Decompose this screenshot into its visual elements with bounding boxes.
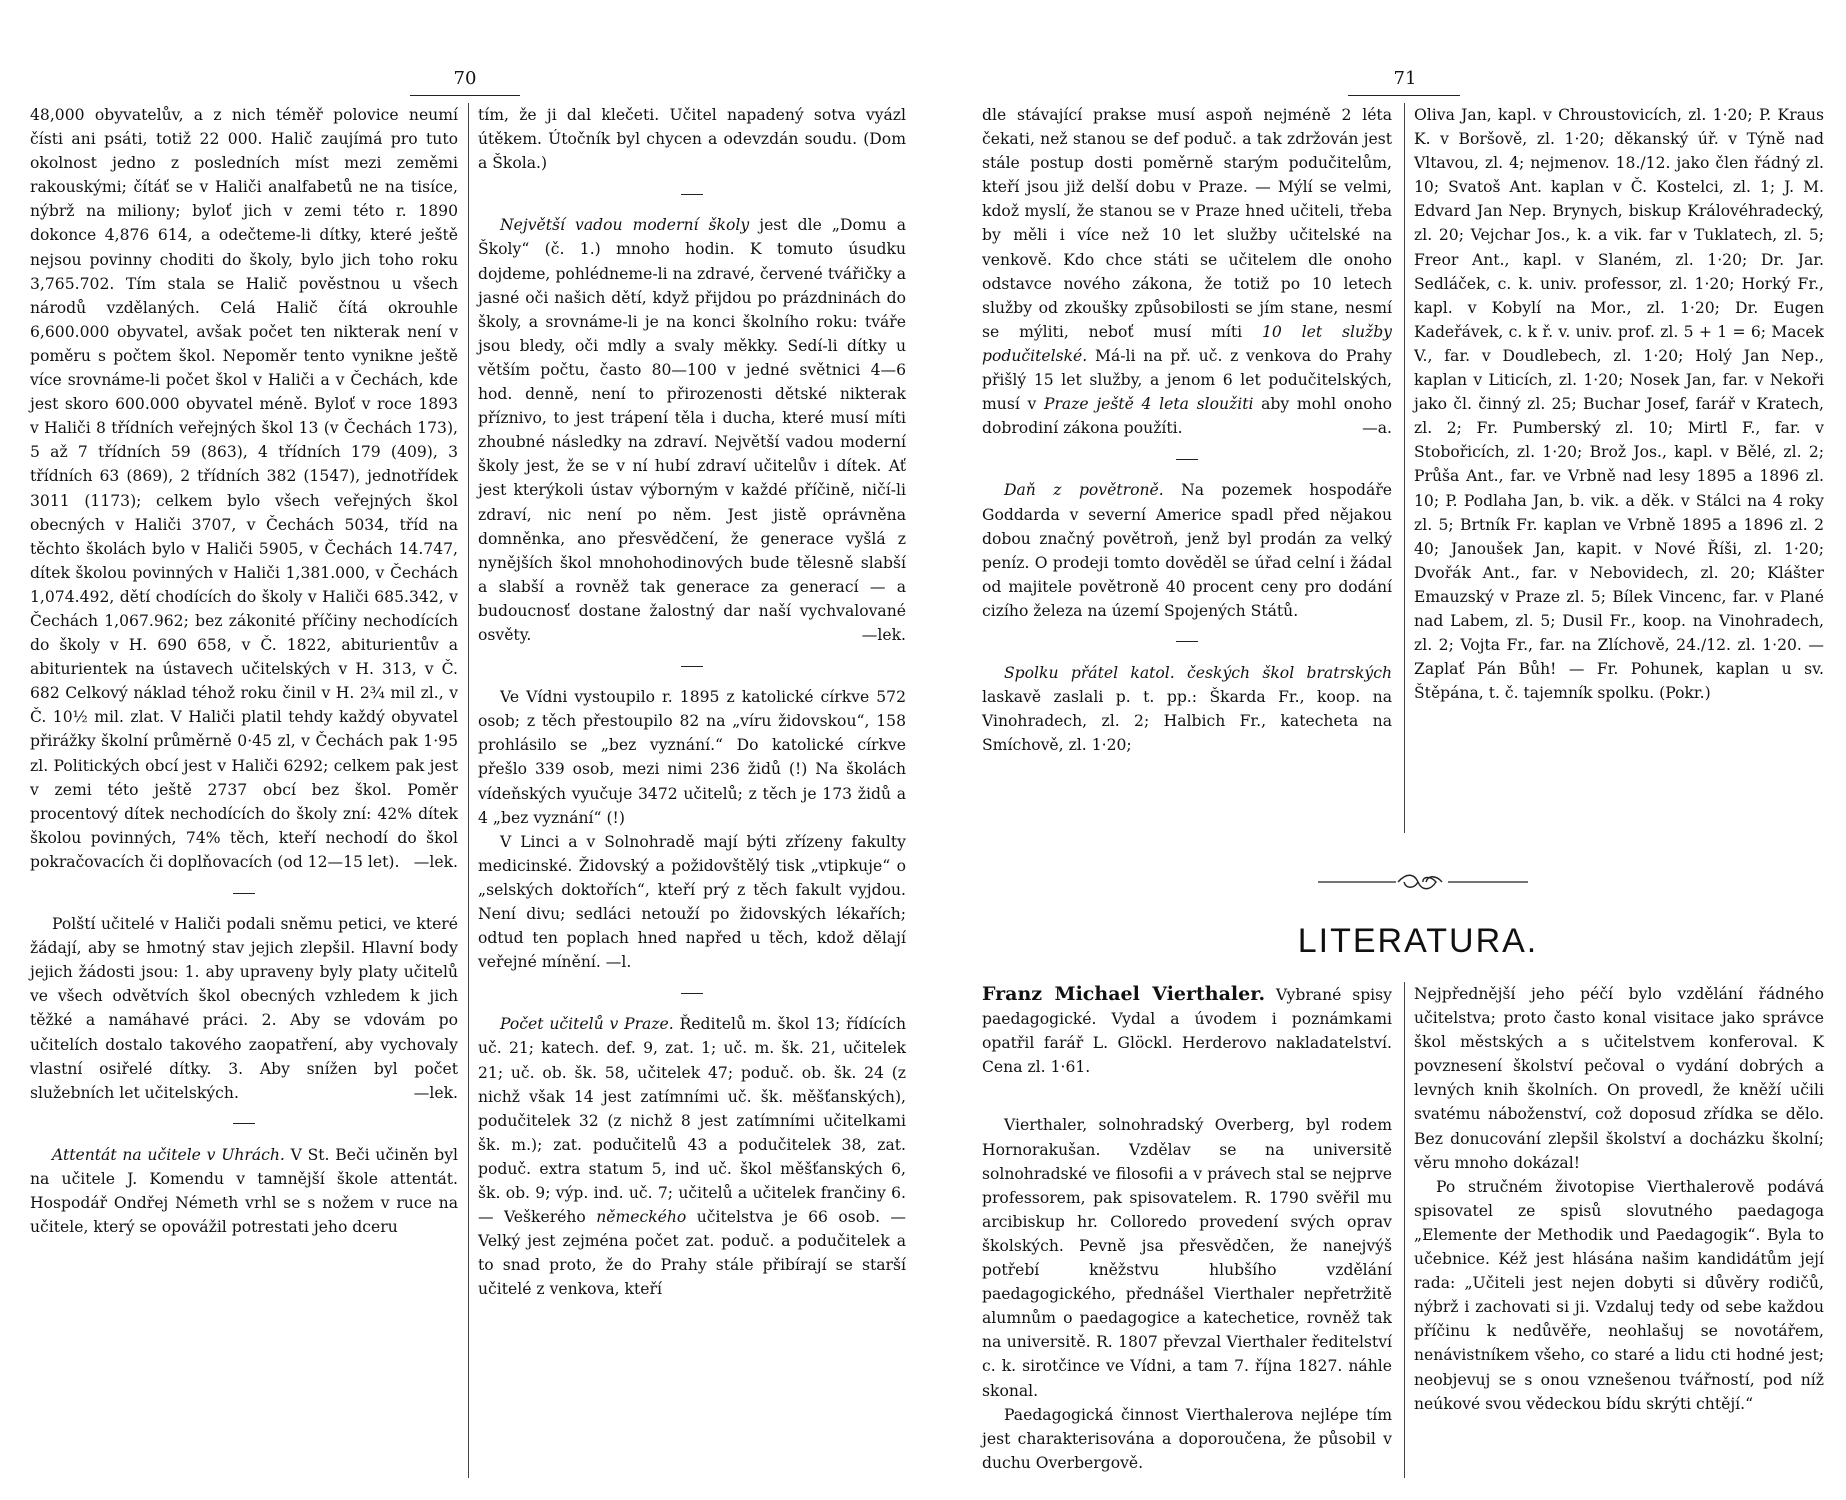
paragraph: Attentát na učitele v Uhrách. V St. Beči učiněn byl na učitele J. Komendu v tamnější škole attentát. Hospodář Ondřej Németh vrhl se s nožem v ruce na učitele, který se opovážil potrestati jeho dceru: [30, 1145, 458, 1237]
paragraph: Nejpřednější jeho péčí bylo vzdělání řádného učitelstva; proto často konal visitace jako správce škol městských a s učitelstvem konferoval. K povznesení školství pečoval o vydání dobrých a levných knih školních. On provedl, že kněží učili svatému náboženství, což doposud zřídka se dělo. Bez donucování zlepšil školství a docházku školní; věru mnoho dokázal!: [1414, 985, 1824, 1172]
separator: [982, 629, 1392, 653]
page-number-left: 70: [453, 68, 477, 89]
separator: [30, 880, 458, 904]
paragraph: Franz Michael Vierthaler. Vybrané spisy paedagogické. Vydal a úvodem i poznámkami opatřil farář L. Glöckl. Herderovo nakladatelství. Cena zl. 1·61.: [982, 983, 1392, 1077]
left-column-2: [478, 103, 906, 1302]
paragraph: Vierthaler, solnohradský Overberg, byl rodem Hornorakušan. Vzdělav se na universitě solnohradské ve filosofii a v právech stal se nejprve professorem, pak spisovatelem. R. 1790 svěřil mu arcibiskup hr. Colloredo provedení svých oprav školských. Pevně jsa přesvědčen, že nanejvýš potřebí kněžstvu hlubšího vzdělání paedagogického, přednášel Vierthaler nepřetržitě alumnům o paedagogice a katechetice, rovněž tak na universitě. R. 1807 převzal Vierthaler ředitelství c. k. sirotčince ve Vídni, a tam 7. října 1827. náhle skonal.: [982, 1116, 1392, 1400]
literature-column-1: [982, 982, 1392, 1475]
ornament-divider: [1318, 869, 1528, 895]
paragraph: Polští učitelé v Haliči podali sněmu petici, ve které žádají, aby se hmotný stav jejich zlepšil. Hlavní body jejich žádosti jsou: 1. aby upraveny byly platy učitelů ve všech odvětvích škol obecných vzhledem k jich těžké a namáhavé práci. 2. Aby se vdovám po učitelích dostalo takového zaopatření, aby vychovaly vlastní osiřelé dítky. 3. Aby snížen byl počet služebních let učitelských. —lek.: [30, 915, 458, 1102]
paragraph: dle stávající prakse musí aspoň nejméně 2 léta čekati, než stanou se def poduč. a tak zdržován jest stále postup dosti poměrně starým podučitelům, kteří jsou již delší dobu v Praze. — Mýlí se velmi, kdož myslí, že stanou se v Praze hned učiteli, třeba by měli i více než 10 let služby učitelské na venkově. Kdo chce státi se učitelem dle onoho odstavce nového zákona, že totiž po 10 letech služby od zkoušky způsobilosti se jím stane, nesmí se mýliti, neboť musí míti 10 let služby podučitelské. Má-li na př. uč. z venkova do Prahy přišlý 15 let služby, a jenom 6 let podučitelských, musí v Praze ještě 4 leta sloužiti aby mohl onoho dobrodiní zákona použíti. —a.: [982, 106, 1393, 438]
separator: [982, 446, 1392, 470]
paragraph: Paedagogická činnost Vierthalerova nejlépe tím jest charakterisována a doporoučena, že působil v duchu Overbergově.: [982, 1405, 1392, 1472]
page-number-right: 71: [1393, 68, 1417, 89]
column-divider-right-top: [1404, 103, 1405, 833]
column-divider-left: [468, 103, 469, 1478]
right-column-2: [1414, 103, 1824, 705]
separator: [478, 653, 906, 677]
literature-column-2: [1414, 982, 1824, 1416]
paragraph: 48,000 obyvatelův, a z nich téměř polovice neumí čísti ani psáti, totiž 22 000. Halič zaujímá pro tuto okolnost jedno z posledních míst mezi zeměmi rakouskými; čítáť se v Haliči analfabetů ne na tisíce, nýbrž na miliony; byloť jich v zemi této r. 1890 dokonce 4,876 614, a odečteme-li dítky, které ještě nejsou povinny choditi do školy, bylo jich toho roku 3,765.702. Tím stala se Halič pověstnou u všech národů vzdělaných. Celá Halič čítá okrouhle 6,600.000 obyvatel, avšak počet ten nikterak není v poměru s počtem škol. Nepoměr tento vynikne ještě více srovnáme-li počet škol v Haliči a v Čechách, kde jest skoro 600.000 obyvatel méně. Byloť v roce 1893 v Haliči 8 třídních veřejných škol 13 (v Čechách 173), 5 až 7 třídních 59 (863), 4 třídních 179 (409), 3 třídních 63 (869), 2 třídních 382 (1547), jednotřídek 3011 (1173); celkem bylo všech veřejných škol obecných v Haliči 3707, v Čechách 5034, tříd na těchto školách bylo v Haliči 5905, v Čechách 14.747, dítek školou povinných v Haliči 1,381.000, v Čechách 1,074.492, dětí chodících do školy v Haliči 685.342, v Čechách 1,067.962; bez zákonité příčiny nechodících do školy v H. 690 658, v Č. 1822, abiturientův a abiturientek na ústavech učitelských v H. 313, v Č. 682 Celkový náklad téhož roku činil v H. 2¾ mil zl., v Č. 10½ mil. zlat. V Haliči platil tehdy každý obyvatel přirážky školní průměrně 0·45 zl, v Čechách pak 1·95 zl. Politických obcí jest v Haliči 6292; celkem pak jest v zemi této ještě 2737 obcí bez škol. Poměr procentový dítek nechodících do školy zní: 42% dítek školou povinných, 74% těch, kteří nechodí do škol pokračovacích či doplňovacích (od 12—15 let). —lek.: [30, 106, 458, 871]
paragraph: Spolku přátel katol. českých škol bratrských laskavě zaslali p. t. pp.: Škarda Fr., koop. na Vinohradech, zl. 2; Halbich Fr., katecheta na Smíchově, zl. 1·20;: [982, 664, 1392, 755]
separator: [478, 980, 906, 1004]
right-column-1: [982, 103, 1392, 757]
paragraph: Největší vadou moderní školy jest dle „Domu a Školy“ (č. 1.) mnoho hodin. K tomuto úsudku dojdeme, pohlédneme-li na zdravé, červené tvářičky a jasné oči našich dětí, když přijdou po prázdninách do školy, a srovnáme-li je na konci školního roku: tváře jsou bledy, oči mdly a svaly měkky. Sedí-li dítky u větším počtu, často 80—100 v jedné světnici 4—6 hod. denně, není to přirozenosti dětské nikterak příznivo, to jest trápení těla i ducha, které musí míti zhoubné následky na zdraví. Největší vadou moderní školy jest, že se v ní hubí zdraví učitelův i dítek. Ať jest kterýkoli ústav výborným v každé příčině, ničí-li zdraví, nic není po něm. Jest jistě oprávněna domněnka, ano přesvědčení, že generace vyšlá z nynějších škol mnohohodinových bude tělesně slabší a slabší a rovněž tak generace za generací — a budoucnosť dostane žalostný dar naší vychvalované osvěty. —lek.: [478, 216, 907, 644]
column-divider-right-bottom: [1404, 982, 1405, 1478]
header-rule-left: [410, 95, 520, 96]
separator: [982, 1083, 1392, 1107]
paragraph: Počet učitelů v Praze. Ředitelů m. škol 13; řídících uč. 21; katech. def. 9, zat. 1; uč. m. šk. 21, učitelek 21; uč. ob. šk. 58, učitelek 47; poduč. ob. šk. 24 (z nichž však 14 jest zatímními uč. šk. měšťanských), podučitelek 32 (z nichž 8 jest zatímními učitelkami šk. m.); zat. podučitelů 43 a podučitelek 38, zat. poduč. extra statum 5, ind uč. škol měšťanských 6, šk. ob. 9; výp. ind. uč. 7; učitelů a učitelek frančiny 6. — Veškerého německého učitelstva je 66 osob. — Velký jest zejména počet zat. poduč. a podučitelek a to snad proto, že do Prahy stále přibírají se starší učitelé z venkova, kteří: [478, 1015, 907, 1299]
paragraph: tím, že ji dal klečeti. Učitel napadený sotva vyázl útěkem. Útočník byl chycen a odevzdán soudu. (Dom a Škola.): [478, 106, 906, 173]
paragraph: V Linci a v Solnohradě mají býti zřízeny fakulty medicinské. Židovský a požidovštělý tisk „vtipkuje“ o „selských doktořích“, kteří prý z těch fakult vyjdou. Není divu; sedláci netouží po židovských lékařích; odtud ten poplach hned napřed u těch, kdož dělají veřejné mínění. —l.: [478, 832, 906, 972]
separator: [478, 181, 906, 205]
section-heading: LITERATURA.: [1297, 922, 1539, 960]
paragraph: Daň z povětroně. Na pozemek hospodáře Goddarda v severní Americe spadl před nějakou dobou značný povětroň, jenž byl prodán za velký peníz. O prodeji tomto dověděl se úřad celní i žádal od majitele povětroně 40 procent ceny pro dodání cizího železa na území Spojených Států.: [982, 481, 1392, 620]
header-rule-right: [1348, 95, 1460, 96]
paragraph: Oliva Jan, kapl. v Chroustovicích, zl. 1·20; P. Kraus K. v Boršově, zl. 1·20; děkanský úř. v Týně nad Vltavou, zl. 4; nejmenov. 18./12. jako člen řádný zl. 10; Svatoš Ant. kaplan v Č. Kostelci, zl. 1; J. M. Edvard Jan Nep. Brynych, biskup Královéhradecký, zl. 20; Vejchar Jos., k. a vik. far v Tuklatech, zl. 5; Freor Ant., kapl. v Slaném, zl. 1·20; Dr. Jar. Sedláček, c. k. univ. professor, zl. 1·20; Horký Fr., kapl. v Kobylí na Mor., zl. 1·20; Dr. Eugen Kadeřávek, c. k ř. v. univ. prof. zl. 5 + 1 = 6; Macek V., far. v Doudlebech, zl. 1·20; Holý Jan Nep., kaplan v Liticích, zl. 1·20; Nosek Jan, far. v Nekoři jako čl. činný zl. 25; Buchar Josef, farář v Kratech, zl. 2; Fr. Pumberský zl. 10; Mirtl F., far. v Stobořicích, zl. 1·20; Brož Jos., kapl. v Bělé, zl. 2; Průša Ant., far. ve Vrbně nad lesy 1895 a 1896 zl. 10; P. Podlaha Jan, b. vik. a děk. v Stálci na 4 roky zl. 5; Brtník Fr. kaplan ve Vrbně 1895 a 1896 zl. 2 40; Janoušek Jan, kapit. v Nové Říši, zl. 1·20; Dvořák Ant., far. v Nebovidech, zl. 20; Klášter Emauzský v Praze zl. 5; Bílek Vincenc, far. v Plané nad Labem, zl. 5; Dusil Fr., koop. na Vinohradech, zl. 2; Vojta Fr., far. na Zlíchově, 24./12. zl. 1·20. — Zaplať Pán Bůh! — Fr. Pohunek, kaplan u sv. Štěpána, t. č. tajemník spolku. (Pokr.): [1414, 106, 1824, 703]
paragraph: Po stručném životopise Vierthalerově podává spisovatel ze spisů slovutného paedagoga „Elemente der Methodik und Paedagogik“. Byla to učebnice. Kéž jest hlásána našim kandidátům její rada: „Učiteli jest nejen dobyti si důvěry rodičů, nýbrž i zachovati si ji. Vzdaluj tedy od sebe každou příčinu k nedůvěře, neohlašuj se novotářem, nenávistníkem všeho, co staré a lidu cti hodné jest; neobjevuj se s onou vznešenou tvářností, pod níž neúkové svou vědeckou bídu skrýti chtějí.“: [1414, 1177, 1824, 1413]
left-column-1: [30, 103, 458, 1239]
separator: [30, 1111, 458, 1135]
paragraph: Ve Vídni vystoupilo r. 1895 z katolické církve 572 osob; z těch přestoupilo 82 na „víru židovskou“, 158 prohlásilo se „bez vyznání.“ Do katolické církve přešlo 339 osob, mezi nimi 236 židů (!) Na školách vídeňských vyučuje 3472 učitelů; z těch je 173 židů a 4 „bez vyznání“ (!): [478, 688, 906, 827]
